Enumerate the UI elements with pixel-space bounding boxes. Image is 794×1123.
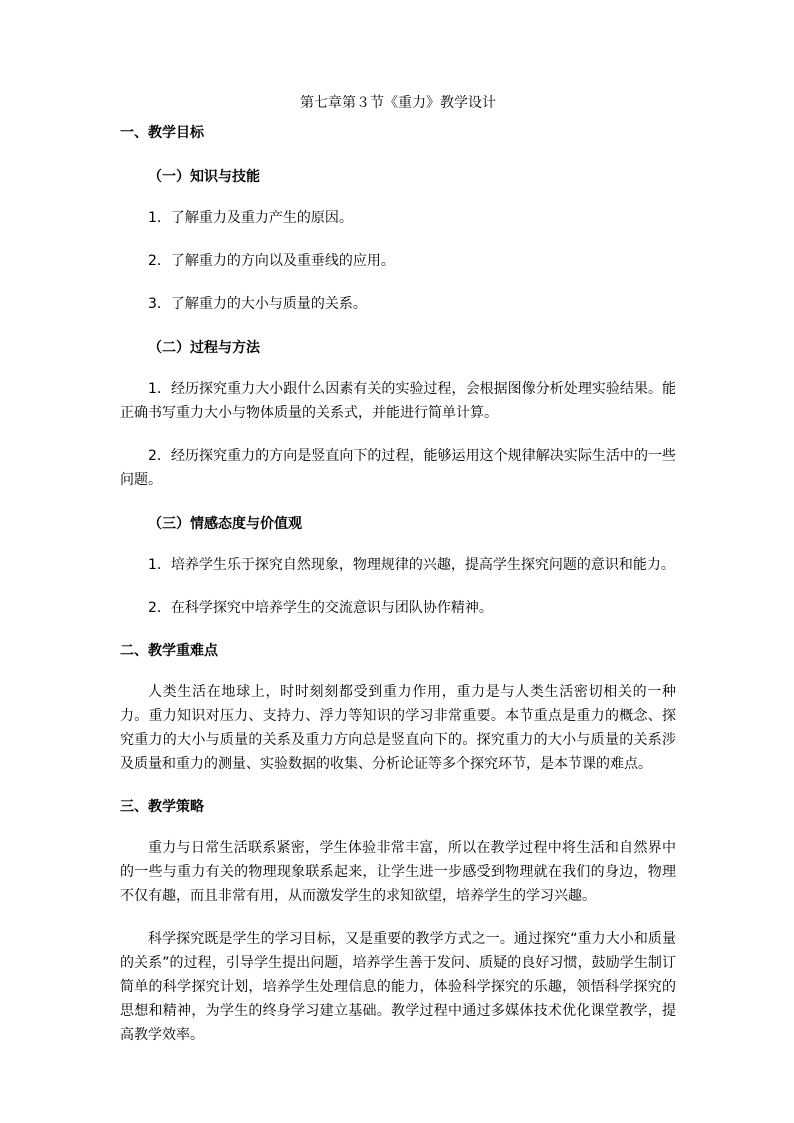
list-item: 1．了解重力及重力产生的原因。 [148, 210, 353, 226]
list-item: 3．了解重力的大小与质量的关系。 [148, 296, 367, 312]
section-heading-strategies: 三、教学策略 [120, 799, 204, 815]
paragraph: 科学探究既是学生的学习目标，又是重要的教学方式之一。通过探究“重力大小和质量的关系”的过程，引导学生提出问题，培养学生善于发问、质疑的良好习惯，鼓励学生制订简单的科学探究计划，培养学生处理信息的能力，体验科学探究的乐趣，领悟科学探究的思想和精神，为学生的终身学习建立基础。教学过程中通过多媒体技术优化课堂教学，提高教学效率。 [120, 931, 676, 1043]
list-item: 2．了解重力的方向以及重垂线的应用。 [148, 253, 395, 269]
page-title: 第七章第３节《重力》教学设计 [300, 95, 496, 111]
subsection-heading-attitudes-values: （三）情感态度与价值观 [148, 516, 302, 532]
section-heading-objectives: 一、教学目标 [120, 125, 204, 141]
subsection-heading-process-methods: （二）过程与方法 [148, 340, 260, 356]
section-heading-key-points: 二、教学重难点 [120, 643, 218, 659]
list-item: 1．培养学生乐于探究自然现象，物理规律的兴趣，提高学生探究问题的意识和能力。 [148, 557, 675, 573]
subsection-heading-knowledge-skills: （一）知识与技能 [148, 169, 260, 185]
document-content [120, 94, 676, 1047]
paragraph: 人类生活在地球上，时时刻刻都受到重力作用，重力是与人类生活密切相关的一种力。重力知识对压力、支持力、浮力等知识的学习非常重要。本节重点是重力的概念、探究重力的大小与质量的关系及重力方向总是竖直向下的。探究重力的大小与质量的关系涉及质量和重力的测量、实验数据的收集、分析论证等多个探究环节，是本节课的难点。 [120, 684, 676, 772]
paragraph: 2．经历探究重力的方向是竖直向下的过程，能够运用这个规律解决实际生活中的一些问题。 [120, 448, 676, 488]
paragraph: 1．经历探究重力大小跟什么因素有关的实验过程，会根据图像分析处理实验结果。能正确书写重力大小与物体质量的关系式，并能进行简单计算。 [120, 381, 676, 421]
list-item: 2．在科学探究中培养学生的交流意识与团队协作精神。 [148, 600, 493, 616]
paragraph: 重力与日常生活联系紧密，学生体验非常丰富，所以在教学过程中将生活和自然界中的一些与重力有关的物理现象联系起来，让学生进一步感受到物理就在我们的身边，物理不仅有趣，而且非常有用，从而激发学生的求知欲望，培养学生的学习兴趣。 [120, 840, 676, 904]
